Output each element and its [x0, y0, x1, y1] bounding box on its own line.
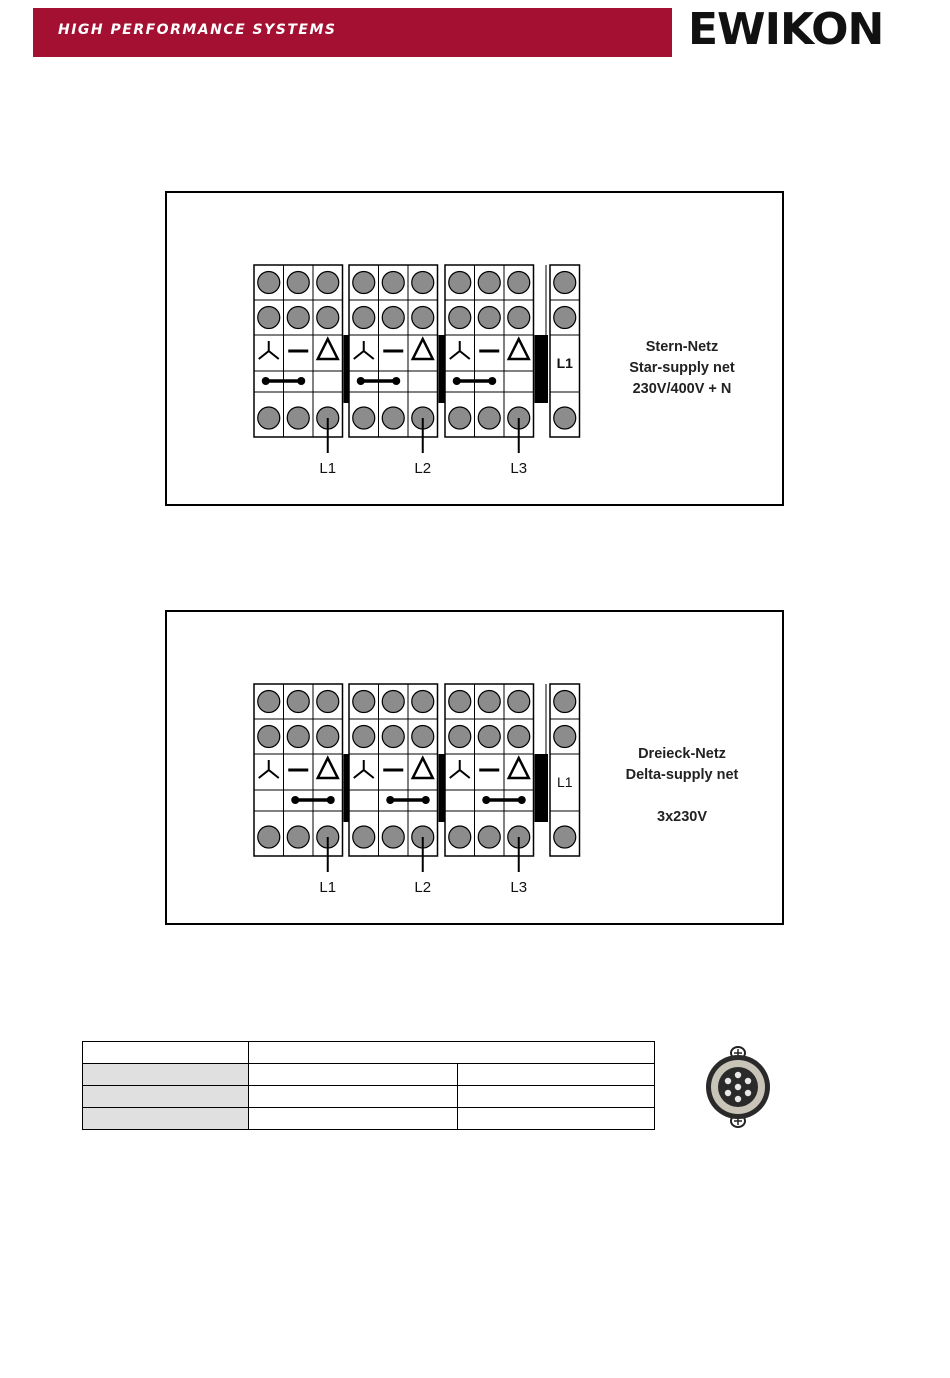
- side-terminal: [538, 265, 580, 437]
- terminal-screw: [554, 726, 576, 748]
- terminal-screw: [287, 726, 309, 748]
- terminal-screw: [317, 726, 339, 748]
- terminal-screw: [478, 691, 500, 713]
- delta-net-title-en: Delta-supply net: [625, 767, 739, 783]
- terminal-screw: [554, 307, 576, 329]
- terminal-group: [349, 265, 445, 477]
- circular-connector-icon: [700, 1044, 776, 1130]
- terminal-screw: [478, 407, 500, 429]
- terminal-screw: [353, 407, 375, 429]
- terminal-screw: [258, 407, 280, 429]
- bridge-end: [297, 377, 305, 385]
- terminal-screw: [317, 691, 339, 713]
- terminal-screw: [449, 407, 471, 429]
- terminal-screw: [287, 272, 309, 294]
- terminal-screw: [508, 726, 530, 748]
- table-cell: [458, 1064, 655, 1086]
- terminal-screw: [449, 691, 471, 713]
- terminal-screw: [478, 272, 500, 294]
- terminal-group: [254, 265, 350, 477]
- terminal-screw: [554, 272, 576, 294]
- terminal-screw: [508, 691, 530, 713]
- terminal-screw: [412, 726, 434, 748]
- terminal-screw: [478, 826, 500, 848]
- terminal-screw: [449, 307, 471, 329]
- terminal-group: [445, 684, 541, 896]
- header-banner: [33, 8, 672, 57]
- bridge-end: [291, 796, 299, 804]
- table-cell: [83, 1108, 249, 1130]
- phase-label: L3: [510, 879, 528, 896]
- terminal-screw: [382, 307, 404, 329]
- separator-bar: [538, 335, 548, 403]
- terminal-screw: [258, 307, 280, 329]
- terminal-screw: [353, 726, 375, 748]
- table-cell: [249, 1042, 655, 1064]
- terminal-group: [349, 684, 445, 896]
- bridge-end: [482, 796, 490, 804]
- separator-bar: [439, 754, 445, 822]
- terminal-screw: [353, 272, 375, 294]
- terminal-screw: [554, 826, 576, 848]
- star-supply-diagram: [165, 191, 784, 506]
- table-cell: [458, 1108, 655, 1130]
- terminal-screw: [287, 826, 309, 848]
- separator-bar: [439, 335, 445, 403]
- bridge-end: [357, 377, 365, 385]
- side-terminal-label: L1: [556, 355, 573, 371]
- terminal-screw: [412, 691, 434, 713]
- phase-label: L3: [510, 460, 528, 477]
- terminal-screw: [449, 272, 471, 294]
- terminal-screw: [478, 726, 500, 748]
- terminal-screw: [287, 307, 309, 329]
- terminal-screw: [478, 307, 500, 329]
- phase-label: L2: [414, 460, 432, 477]
- terminal-screw: [287, 691, 309, 713]
- terminal-screw: [554, 407, 576, 429]
- terminal-screw: [353, 826, 375, 848]
- side-terminal: [538, 684, 580, 856]
- delta-supply-diagram: [165, 610, 784, 925]
- terminal-group: [445, 265, 541, 477]
- table-cell: [458, 1086, 655, 1108]
- star-net-title-de: Stern-Netz: [645, 339, 719, 355]
- terminal-screw: [258, 272, 280, 294]
- bridge-end: [386, 796, 394, 804]
- delta-net-label: [597, 744, 767, 828]
- separator-bar: [538, 754, 548, 822]
- banner-slogan: HIGH PERFORMANCE SYSTEMS: [58, 22, 337, 38]
- table-cell: [83, 1042, 249, 1064]
- delta-net-title-de: Dreieck-Netz: [638, 746, 726, 762]
- terminal-screw: [382, 407, 404, 429]
- terminal-screw: [317, 272, 339, 294]
- table-row: [83, 1108, 655, 1130]
- table-row: [83, 1086, 655, 1108]
- table-cell: [83, 1064, 249, 1086]
- table-row: [83, 1064, 655, 1086]
- terminal-screw: [508, 272, 530, 294]
- terminal-screw: [258, 726, 280, 748]
- terminal-screw: [382, 691, 404, 713]
- phase-label: L1: [319, 879, 337, 896]
- terminal-screw: [317, 307, 339, 329]
- phase-label: L1: [319, 460, 337, 477]
- bridge-end: [488, 377, 496, 385]
- phase-label: L2: [414, 879, 432, 896]
- terminal-group: [254, 684, 350, 896]
- spec-table: [82, 1041, 655, 1130]
- terminal-screw: [353, 691, 375, 713]
- terminal-screw: [508, 307, 530, 329]
- delta-net-voltage: 3x230V: [657, 809, 707, 825]
- table-cell: [249, 1108, 458, 1130]
- star-net-title-en: Star-supply net: [629, 360, 735, 376]
- terminal-screw: [449, 726, 471, 748]
- side-terminal-label: L1: [556, 774, 573, 790]
- terminal-screw: [382, 272, 404, 294]
- ewikon-logo: EWIKON: [688, 4, 884, 55]
- terminal-screw: [382, 826, 404, 848]
- terminal-screw: [258, 691, 280, 713]
- terminal-screw: [412, 307, 434, 329]
- terminal-screw: [258, 826, 280, 848]
- terminal-screw: [382, 726, 404, 748]
- terminal-screw: [449, 826, 471, 848]
- terminal-screw: [554, 691, 576, 713]
- star-net-voltage: 230V/400V + N: [632, 381, 732, 397]
- bridge-end: [392, 377, 400, 385]
- star-net-label: [597, 337, 767, 400]
- bridge-end: [422, 796, 430, 804]
- table-cell: [83, 1086, 249, 1108]
- terminal-screw: [412, 272, 434, 294]
- bridge-end: [453, 377, 461, 385]
- table-cell: [249, 1064, 458, 1086]
- bridge-end: [262, 377, 270, 385]
- terminal-screw: [353, 307, 375, 329]
- bridge-end: [518, 796, 526, 804]
- bridge-end: [327, 796, 335, 804]
- table-cell: [249, 1086, 458, 1108]
- table-row: [83, 1042, 655, 1064]
- terminal-screw: [287, 407, 309, 429]
